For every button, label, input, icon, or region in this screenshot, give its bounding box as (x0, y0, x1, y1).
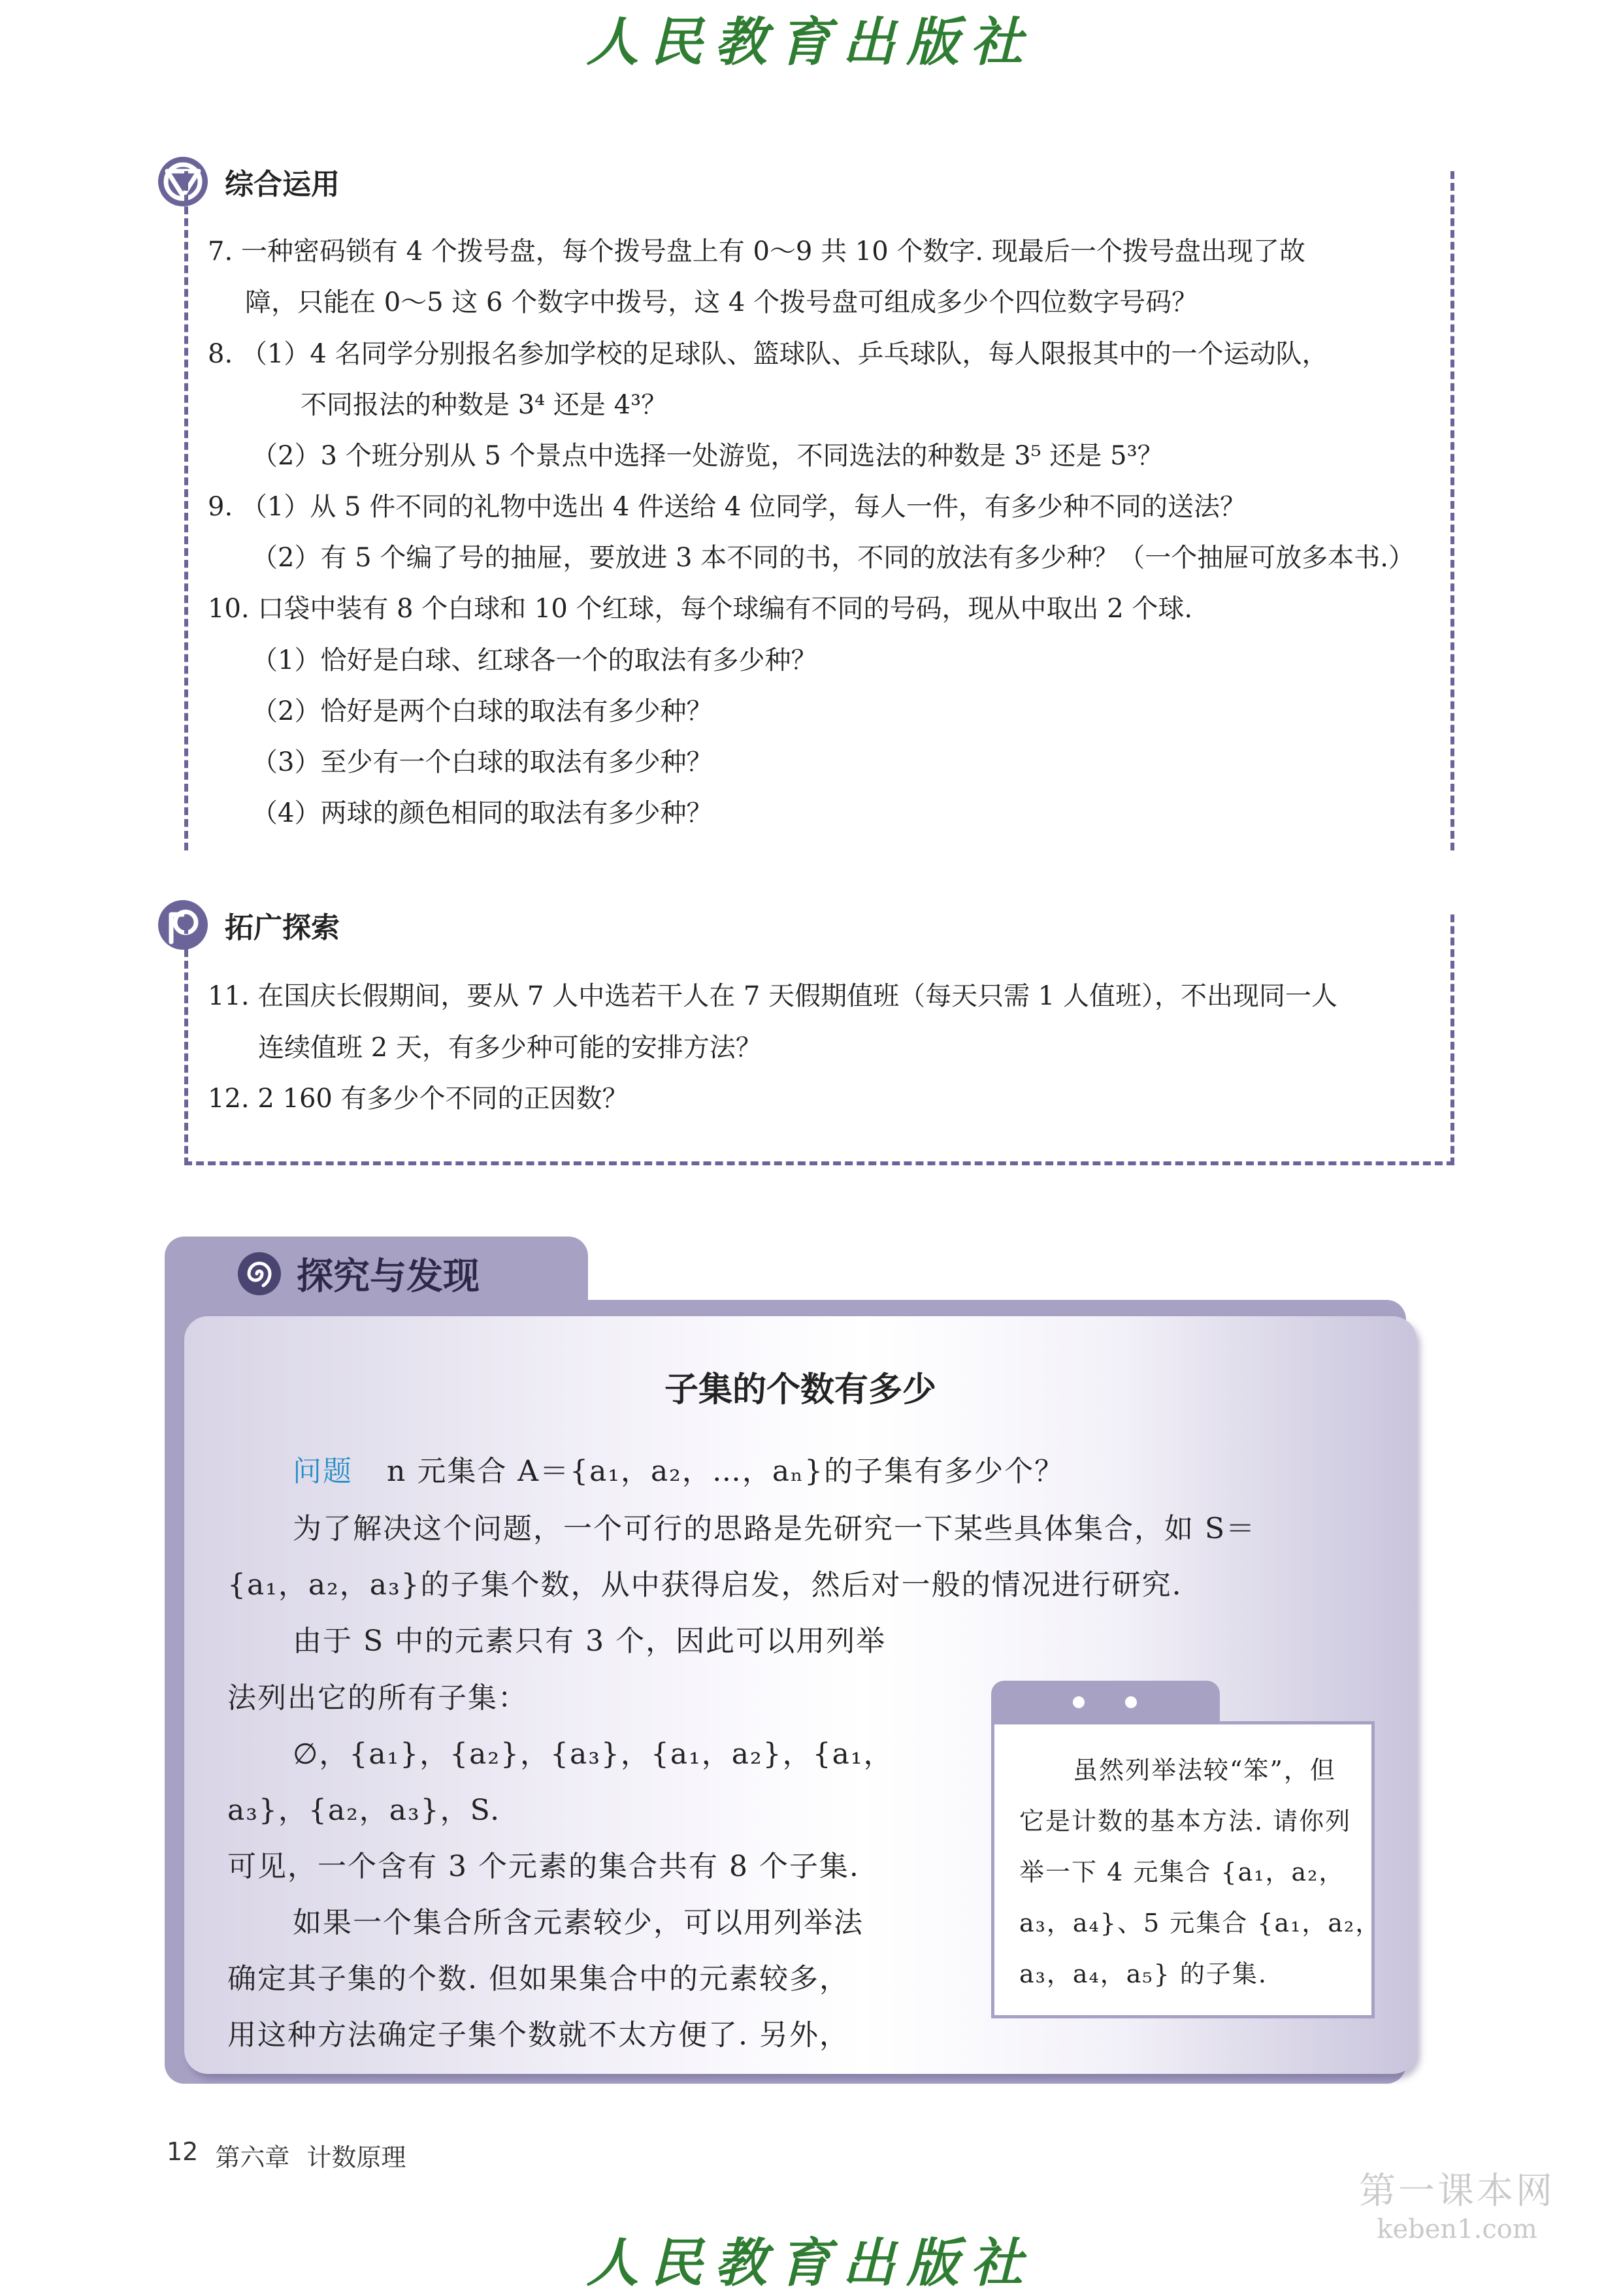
exercise-7-line-1: 7. 一种密码锁有 4 个拨号盘，每个拨号盘上有 0～9 共 10 个数字. 现最后一个拨号盘出现了故 (208, 236, 1305, 267)
note-line-1: 虽然列举法较“笨”，但 (1073, 1756, 1336, 1785)
spiral-icon (237, 1251, 282, 1297)
chapter-title: 计数原理 (306, 2143, 406, 2172)
inquiry-line-4: 由于 S 中的元素只有 3 个，因此可以用列举 (293, 1625, 887, 1658)
exercise-10-part-2: （2）恰好是两个白球的取法有多少种？ (252, 696, 713, 726)
exercise-10-line-1: 10. 口袋中装有 8 个白球和 10 个红球，每个球编有不同的号码，现从中取出 2 个球. (208, 594, 1193, 624)
inquiry-line-6: ∅，{a₁}，{a₂}，{a₃}，{a₁，a₂}，{a₁， (293, 1738, 894, 1771)
inquiry-line-10: 确定其子集的个数. 但如果集合中的元素较多， (227, 1962, 849, 1996)
publisher-footer: 人民教育出版社 (586, 2232, 1035, 2293)
exercise-10-part-4: （4）两球的颜色相同的取法有多少种？ (252, 798, 713, 828)
note-line-5: a₃，a₄，a₅} 的子集. (1019, 1960, 1268, 1988)
inquiry-line-2: 为了解决这个问题，一个可行的思路是先研究一下某些具体集合，如 S＝ (293, 1512, 1256, 1545)
inquiry-tab-label: 探究与发现 (297, 1255, 480, 1298)
exercise-11-line-1: 11. 在国庆长假期间，要从 7 人中选若干人在 7 天假期值班（每天只需 1 人值班），不出现同一人 (208, 981, 1337, 1011)
note-line-4: a₃，a₄}、5 元集合 {a₁，a₂， (1019, 1909, 1382, 1937)
exercise-10-part-1: （1）恰好是白球、红球各一个的取法有多少种？ (252, 645, 817, 675)
exercise-8-line-2: 不同报法的种数是 3⁴ 还是 4³？ (301, 390, 668, 420)
watermark-line-2: keben1.com (1377, 2214, 1537, 2244)
inquiry-title: 子集的个数有多少 (664, 1370, 936, 1410)
exercise-9-part-2: （2）有 5 个编了号的抽屉，要放进 3 本不同的书，不同的放法有多少种？（一个抽屉可放多本书.） (252, 543, 1415, 573)
exercise-10-part-3: （3）至少有一个白球的取法有多少种？ (252, 747, 713, 777)
note-dot-right (1125, 1696, 1137, 1708)
exercise-7-line-2: 障，只能在 0～5 这 6 个数字中拨号，这 4 个拨号盘可组成多少个四位数字号码？ (245, 287, 1198, 317)
inquiry-question-line (293, 1449, 1064, 1495)
exercise-8-part-2: （2）3 个班分别从 5 个景点中选择一处游览，不同选法的种数是 3⁵ 还是 5³？ (252, 441, 1164, 471)
inquiry-line-8: 可见，一个含有 3 个元素的集合共有 8 个子集. (227, 1850, 860, 1883)
exercise-9-line-1: 9. （1）从 5 件不同的礼物中选出 4 件送给 4 位同学，每人一件，有多少种不同的送法？ (208, 492, 1246, 522)
note-dot-left (1073, 1696, 1085, 1708)
inquiry-line-3: {a₁，a₂，a₃}的子集个数，从中获得启发，然后对一般的情况进行研究. (227, 1568, 1183, 1602)
inquiry-line-5: 法列出它的所有子集： (227, 1681, 528, 1715)
page-number: 12 (167, 2137, 199, 2166)
exercise-8-line-1: 8. （1）4 名同学分别报名参加学校的足球队、篮球队、乒乓球队，每人限报其中的一个运动队， (208, 339, 1328, 369)
inquiry-line-11: 用这种方法确定子集个数就不太方便了. 另外， (227, 2018, 849, 2052)
question-text: n 元集合 A＝{a₁，a₂，…，aₙ}的子集有多少个？ (387, 1455, 1065, 1488)
extension-section-title: 拓广探索 (225, 911, 340, 945)
question-label: 问题 (293, 1455, 353, 1488)
publisher-header: 人民教育出版社 (586, 11, 1035, 73)
watermark-line-1: 第一课本网 (1359, 2170, 1555, 2212)
note-line-2: 它是计数的基本方法. 请你列 (1019, 1807, 1352, 1835)
chapter-number: 第六章 (215, 2143, 290, 2172)
comprehensive-section-title: 综合运用 (225, 168, 340, 201)
exercise-12: 12. 2 160 有多少个不同的正因数？ (208, 1084, 629, 1114)
exercise-11-line-2: 连续值班 2 天，有多少种可能的安排方法？ (258, 1033, 762, 1063)
note-tab (991, 1681, 1220, 1726)
page-footer (167, 2137, 406, 2173)
inquiry-line-7: a₃}，{a₂，a₃}，S. (227, 1794, 501, 1827)
inquiry-line-9: 如果一个集合所含元素较少，可以用列举法 (293, 1906, 864, 1939)
note-line-3: 举一下 4 元集合 {a₁，a₂， (1019, 1858, 1345, 1886)
inquiry-tab-header (237, 1248, 480, 1300)
